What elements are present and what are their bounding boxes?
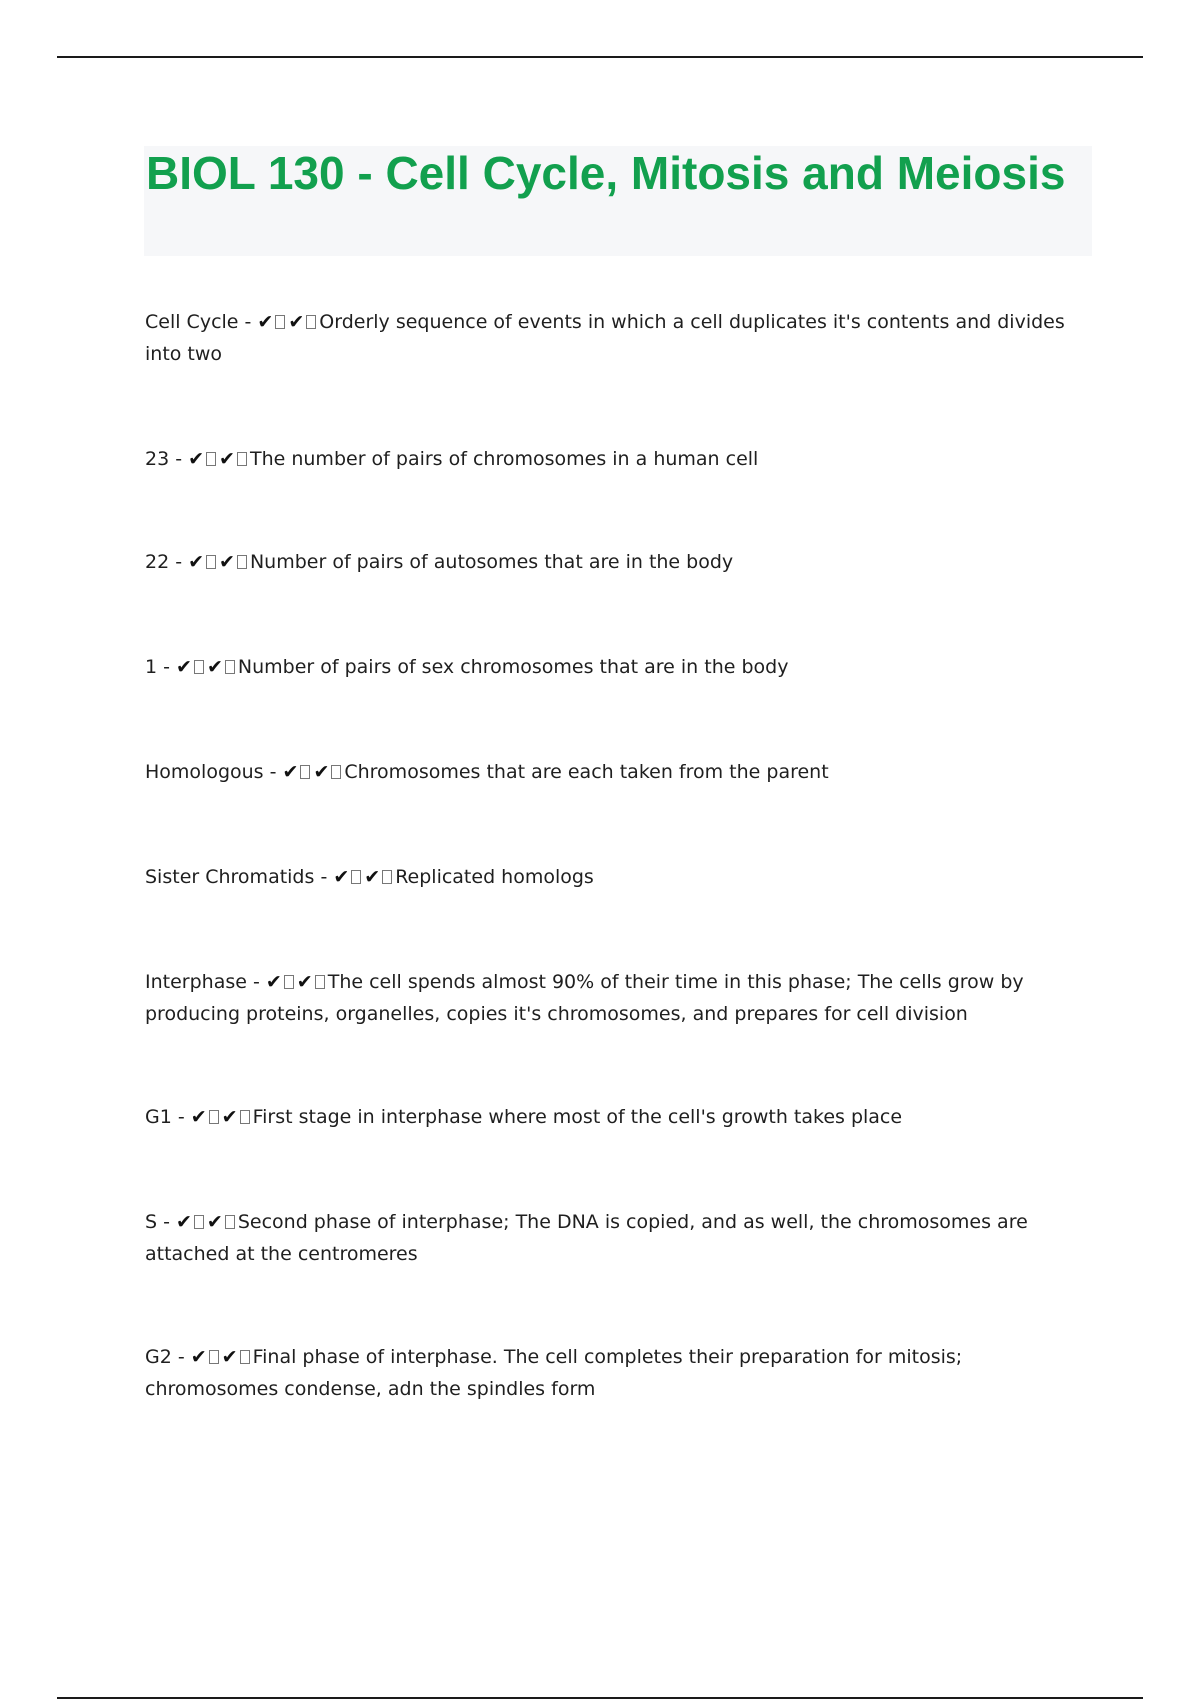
checkmark-icon: ✔ (282, 761, 299, 783)
entry-separator: - (171, 1346, 191, 1368)
document-title: BIOL 130 - Cell Cycle, Mitosis and Meiosis (146, 147, 1066, 199)
entry-term: 1 (145, 656, 158, 678)
box-icon (237, 555, 247, 569)
entry-definition: Final phase of interphase. The cell completes their preparation for mitosis; chromosomes condense, adn the spindles form (145, 1346, 963, 1400)
answer-marks (176, 656, 238, 678)
entry-term: Sister Chromatids (145, 866, 315, 888)
checkmark-icon: ✔ (190, 1106, 207, 1128)
entry-definition: The number of pairs of chromosomes in a human cell (249, 448, 759, 470)
entry-s (145, 1206, 1095, 1270)
box-icon (194, 660, 204, 674)
entry-definition: Number of pairs of autosomes that are in the body (249, 551, 734, 573)
box-icon (275, 315, 285, 329)
checkmark-icon: ✔ (188, 551, 205, 573)
entry-term: S (145, 1211, 158, 1233)
entry-g1 (145, 1101, 1095, 1133)
entry-definition: Second phase of interphase; The DNA is copied, and as well, the chromosomes are attached at the centromeres (145, 1211, 1028, 1265)
entry-term: 22 (145, 551, 170, 573)
entry-separator: - (314, 866, 334, 888)
answer-marks (266, 971, 328, 993)
checkmark-icon: ✔ (265, 971, 282, 993)
answer-marks (283, 761, 345, 783)
box-icon (240, 1350, 250, 1364)
checkmark-icon: ✔ (364, 866, 381, 888)
entry-term: 23 (145, 448, 170, 470)
entry-term: Homologous (145, 761, 264, 783)
box-icon (225, 660, 235, 674)
box-icon (225, 1215, 235, 1229)
box-icon (315, 975, 325, 989)
box-icon (206, 452, 216, 466)
entry-term: Cell Cycle (145, 311, 239, 333)
entry-definition: Number of pairs of sex chromosomes that are in the body (237, 656, 789, 678)
title-block (144, 146, 1092, 256)
entry-term: G1 (145, 1106, 172, 1128)
answer-marks (188, 551, 250, 573)
answer-marks (257, 311, 319, 333)
answer-marks (191, 1106, 253, 1128)
entry-sister-chromatids (145, 861, 1095, 893)
checkmark-icon: ✔ (296, 971, 313, 993)
checkmark-icon: ✔ (288, 311, 305, 333)
entry-definition: Chromosomes that are each taken from the parent (344, 761, 829, 783)
entry-definition: Orderly sequence of events in which a cell duplicates it's contents and divides into two (145, 311, 1065, 365)
entry-g2 (145, 1341, 1095, 1405)
answer-marks (333, 866, 395, 888)
entry-separator: - (157, 656, 177, 678)
checkmark-icon: ✔ (190, 1346, 207, 1368)
entry-separator: - (238, 311, 258, 333)
checkmark-icon: ✔ (333, 866, 350, 888)
entry-separator: - (171, 1106, 191, 1128)
checkmark-icon: ✔ (188, 448, 205, 470)
top-rule (57, 56, 1143, 58)
box-icon (194, 1215, 204, 1229)
answer-marks (176, 1211, 238, 1233)
checkmark-icon: ✔ (221, 1106, 238, 1128)
box-icon (284, 975, 294, 989)
entry-definition: First stage in interphase where most of the cell's growth takes place (252, 1106, 903, 1128)
entry-term: Interphase (145, 971, 247, 993)
entry-definition: The cell spends almost 90% of their time in this phase; The cells grow by producing proteins, organelles, copies it's chromosomes, and prepares for cell division (145, 971, 1024, 1025)
box-icon (209, 1350, 219, 1364)
entry-term: G2 (145, 1346, 172, 1368)
box-icon (300, 765, 310, 779)
box-icon (209, 1110, 219, 1124)
box-icon (206, 555, 216, 569)
entry-separator: - (157, 1211, 176, 1233)
entry-homologous (145, 756, 1095, 788)
entry-separator: - (169, 551, 189, 573)
bottom-rule (57, 1697, 1143, 1699)
box-icon (351, 870, 361, 884)
entry-cell-cycle (145, 306, 1095, 370)
box-icon (240, 1110, 250, 1124)
entry-separator: - (263, 761, 283, 783)
checkmark-icon: ✔ (176, 656, 192, 678)
entry-23 (145, 443, 1095, 475)
box-icon (382, 870, 392, 884)
box-icon (306, 315, 316, 329)
answer-marks (191, 1346, 253, 1368)
checkmark-icon: ✔ (221, 1346, 238, 1368)
entry-definition: Replicated homologs (395, 866, 594, 888)
entry-1 (145, 651, 1095, 683)
box-icon (237, 452, 247, 466)
checkmark-icon: ✔ (176, 1211, 192, 1233)
entry-separator: - (246, 971, 266, 993)
entry-separator: - (169, 448, 189, 470)
answer-marks (188, 448, 250, 470)
entry-interphase (145, 966, 1095, 1030)
box-icon (331, 765, 341, 779)
checkmark-icon: ✔ (313, 761, 330, 783)
checkmark-icon: ✔ (206, 1211, 223, 1233)
entry-22 (145, 546, 1095, 578)
checkmark-icon: ✔ (219, 448, 235, 470)
checkmark-icon: ✔ (257, 311, 274, 333)
checkmark-icon: ✔ (219, 551, 235, 573)
checkmark-icon: ✔ (206, 656, 223, 678)
